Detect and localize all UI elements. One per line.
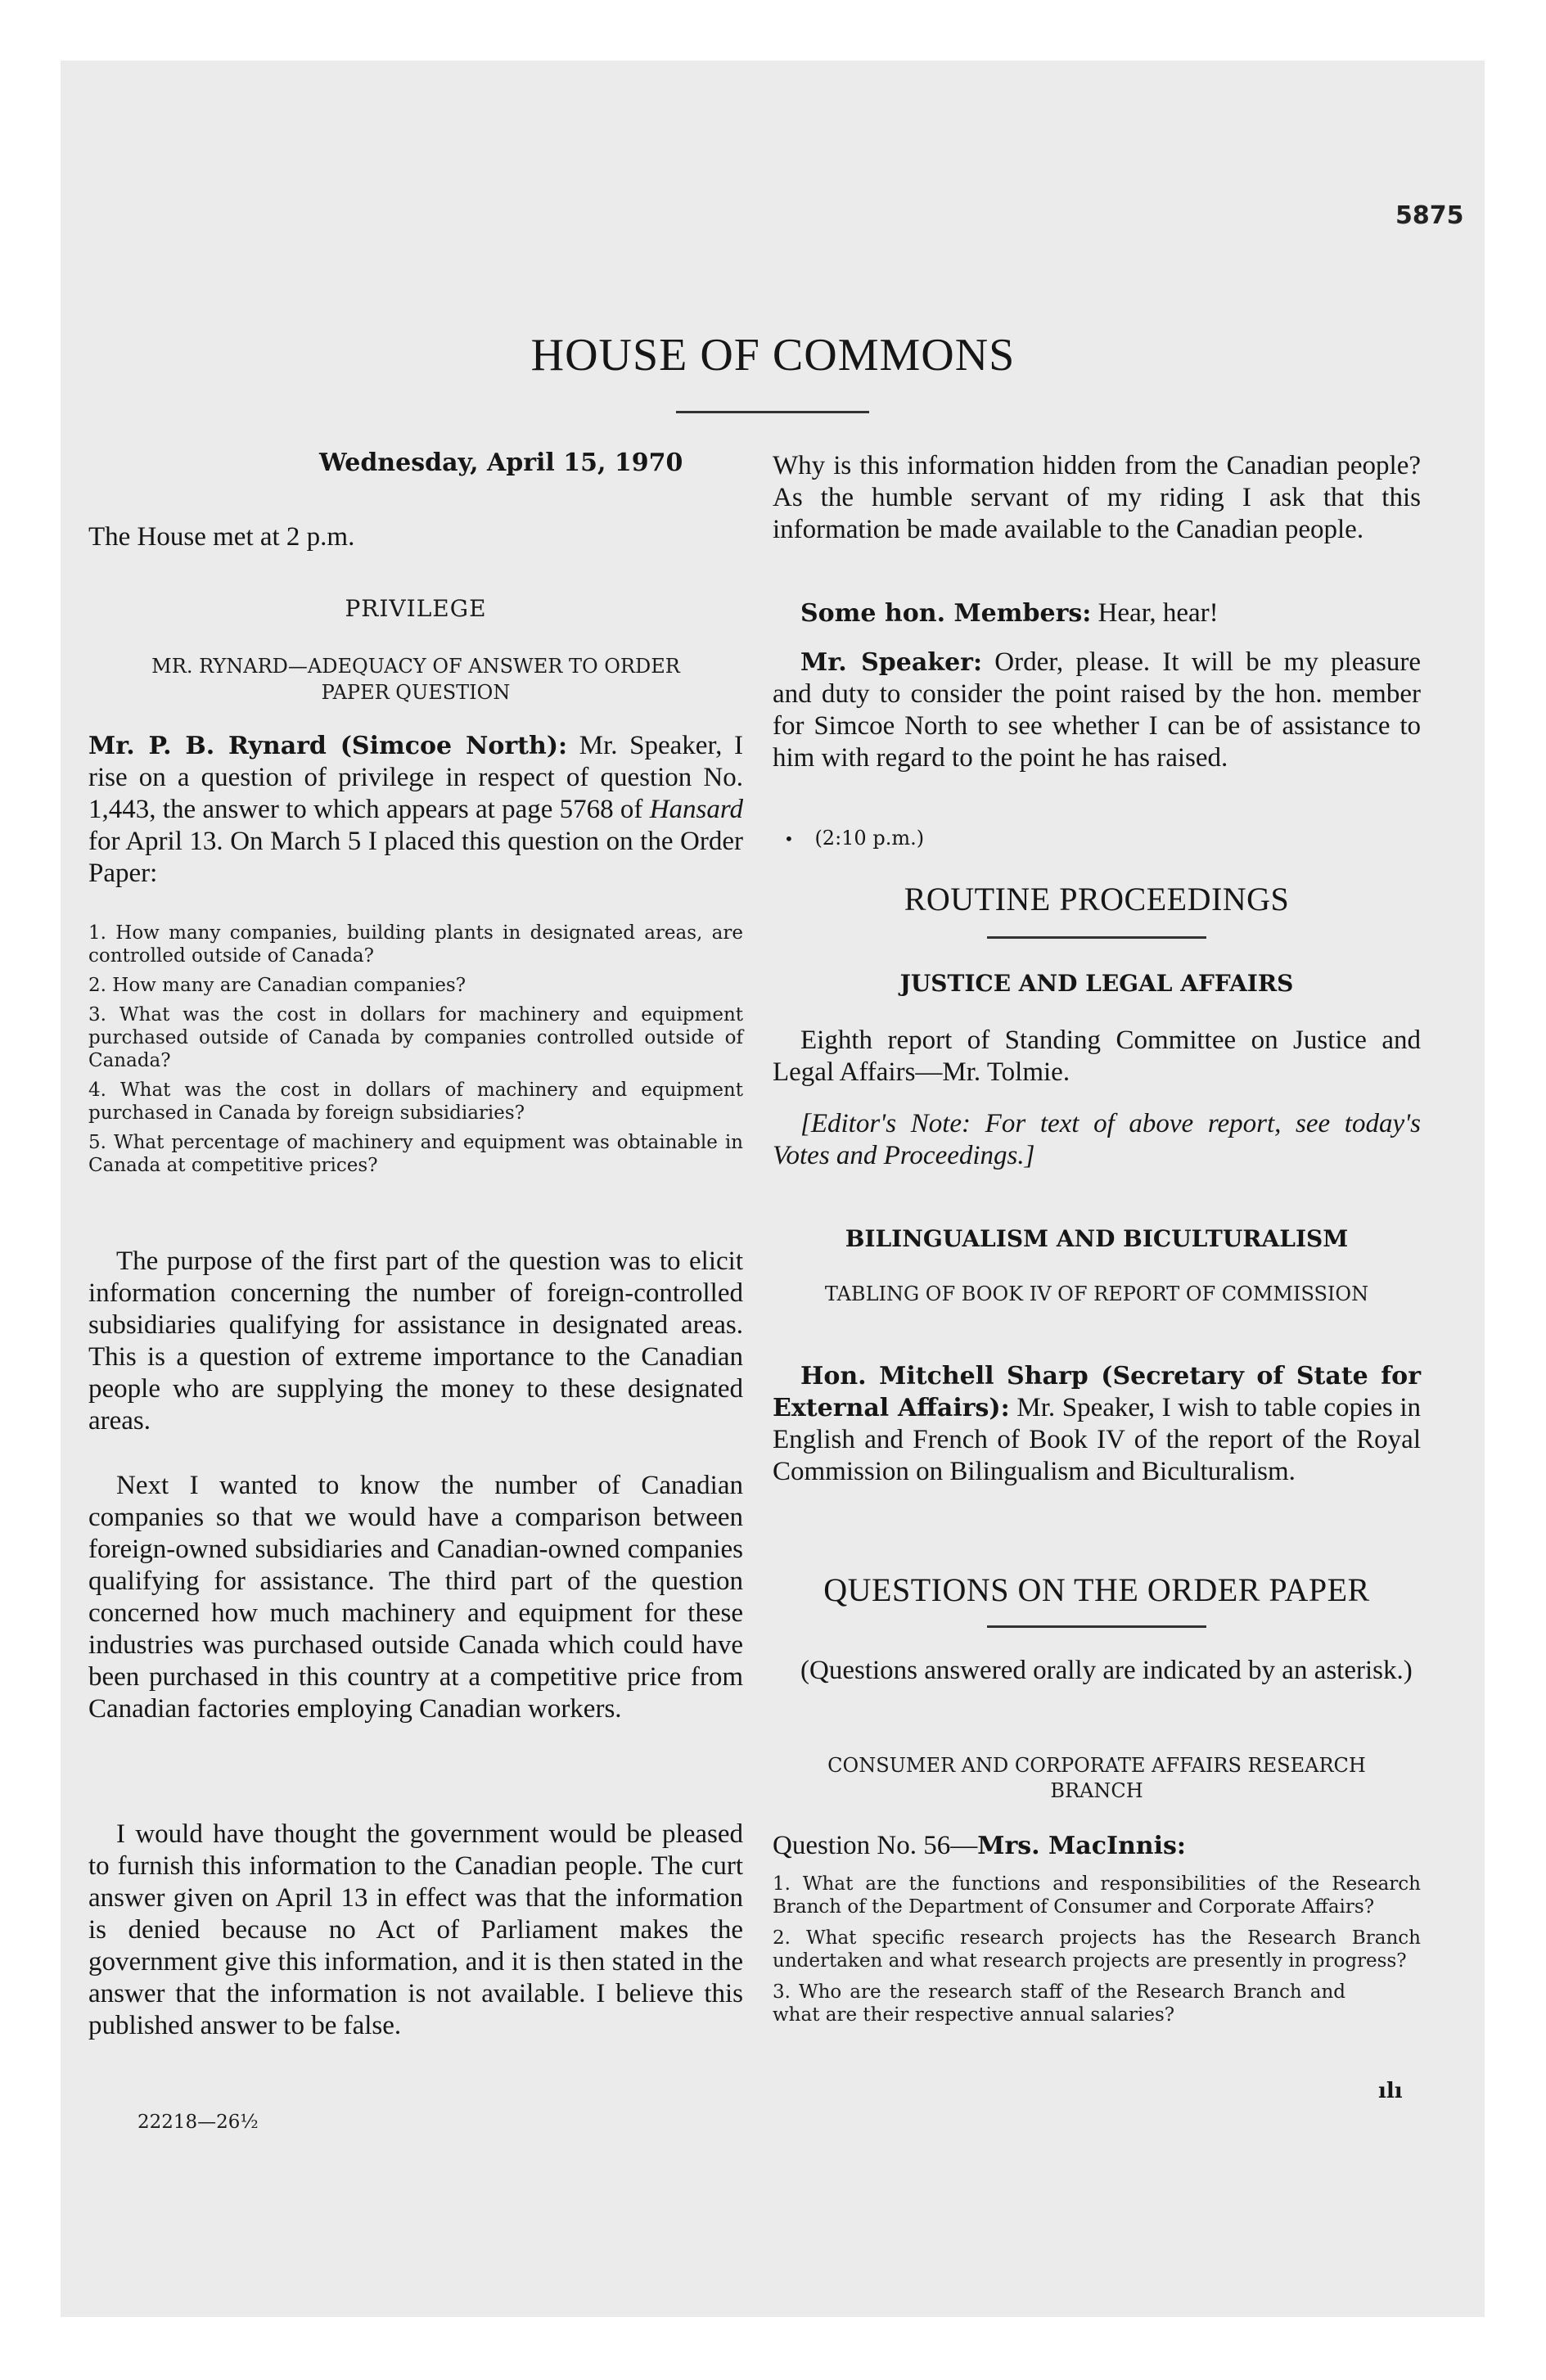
footer-reference: 22218—26½ [137, 2112, 259, 2133]
consumer-subheading: CONSUMER AND CORPORATE AFFAIRS RESEARCH BRANCH [827, 1754, 1366, 1802]
question-item: 3. What was the cost in dollars for machinery and equipment purchased outside of Canada by companies controlled outside of Canada? [88, 1004, 743, 1071]
tabling-subheading: TABLING OF BOOK IV OF REPORT OF COMMISSION [824, 1282, 1369, 1305]
question-item: 2. How many are Canadian companies? [88, 975, 467, 996]
question-number: Question No. 56— [773, 1831, 978, 1860]
q56-items [773, 1873, 1421, 2026]
title-rule [676, 411, 869, 413]
members-response [800, 597, 1421, 629]
bilingualism-heading: BILINGUALISM AND BICULTURALISM [845, 1225, 1349, 1252]
questions-note: (Questions answered orally are indicated by an asterisk.) [800, 1656, 1413, 1685]
speech-text-end: for April 13. On March 5 I placed this question on the Order Paper: [88, 827, 743, 888]
rynard-speech [88, 730, 743, 890]
q56-item: 1. What are the functions and responsibilities of the Research Branch of the Department of Consumer and Corporate Affairs? [773, 1873, 1421, 1918]
paragraph-why: Why is this information hidden from the Canadian people? As the humble servant of my riding I ask that this information be made available to the Canadian people. [773, 451, 1421, 544]
speaker-name-rynard: Mr. P. B. Rynard (Simcoe North): [88, 732, 568, 760]
speaker-name-members: Some hon. Members: [800, 599, 1092, 628]
routine-proceedings-heading: ROUTINE PROCEEDINGS [904, 881, 1290, 917]
paragraph-purpose: The purpose of the first part of the question was to elicit information concerning the number of foreign-controlled subsidiaries qualifying for assistance in designated areas. This is a question of extreme importance to the Canadian people who are supplying the money to these designated areas. [88, 1246, 743, 1436]
questions-heading: QUESTIONS ON THE ORDER PAPER [823, 1571, 1370, 1608]
sharp-text: Mr. Speaker, I wish to table copies in English and French of Book IV of the report of the Royal Commission on Bilingualism and Biculturalism. [773, 1393, 1422, 1486]
question-list [88, 922, 743, 1177]
question-56 [773, 1830, 1421, 1862]
justice-text: Eighth report of Standing Committee on Justice and Legal Affairs—Mr. Tolmie. [773, 1025, 1421, 1087]
speaker-response [773, 647, 1421, 774]
speaker-name-sharp: Hon. Mitchell Sharp (Secretary of State for External Affairs): [773, 1362, 1421, 1422]
questions-rule [987, 1625, 1206, 1628]
rynard-paragraph [88, 730, 743, 890]
editor-note: [Editor's Note: For text of above report, see today's Votes and Proceedings.] [773, 1109, 1421, 1170]
q56-item: 2. What specific research projects has the Research Branch undertaken and what research projects are presently in progress? [773, 1927, 1421, 1972]
question-item: 5. What percentage of machinery and equipment was obtainable in Canada at competitive prices? [88, 1132, 743, 1176]
privilege-subheading: MR. RYNARD—ADEQUACY OF ANSWER TO ORDER PAPER QUESTION [151, 655, 680, 704]
date-heading: Wednesday, April 15, 1970 [319, 449, 683, 477]
q56-item: 3. Who are the research staff of the Research Branch and what are their respective annual salaries? [773, 1981, 1345, 2026]
bullet-icon: • [784, 829, 794, 849]
question-item: 1. How many companies, building plants in designated areas, are controlled outside of Canada? [88, 922, 743, 967]
justice-heading: JUSTICE AND LEGAL AFFAIRS [899, 970, 1294, 997]
corner-mark-icon: ılı [1378, 2079, 1403, 2103]
paragraph-government: I would have thought the government would be pleased to furnish this information to the Canadian people. The curt answer given on April 13 in effect was that the information is denied because no Act of Parliament makes the government give this information, and it is then stated in the answer that the information is not available. I believe this published answer to be false. [88, 1819, 743, 2040]
paragraph-next: Next I wanted to know the number of Canadian companies so that we would have a comparison between foreign-owned subsidiaries and Canadian-owned companies qualifying for assistance. The third part of the question concerned how much machinery and equipment for these industries was purchased outside Canada which could have been purchased in this country at a competitive price from Canadian factories employing Canadian workers. [88, 1471, 743, 1724]
privilege-heading: PRIVILEGE [345, 595, 487, 622]
speaker-text: Order, please. It will be my pleasure and duty to consider the point raised by the hon. member for Simcoe North to see whether I can be of assistance to him with regard to the point he has raised. [773, 647, 1421, 773]
members-text: Hear, hear! [1098, 598, 1219, 628]
time-stamp [784, 827, 924, 850]
question-item: 4. What was the cost in dollars of machinery and equipment purchased in Canada by foreign subsidiaries? [88, 1080, 743, 1124]
hansard-italic: Hansard [649, 795, 743, 824]
house-met-text: The House met at 2 p.m. [88, 522, 355, 552]
speech-text: Mr. Speaker, I rise on a question of privilege in respect of question No. 1,443, the answer to which appears at page 5768 of [88, 731, 744, 824]
routine-rule [987, 936, 1206, 939]
page-title: HOUSE OF COMMONS [530, 330, 1016, 381]
page-number: 5875 [1395, 201, 1464, 230]
time-text: (2:10 p.m.) [814, 827, 925, 850]
sharp-statement [773, 1360, 1421, 1488]
member-name: Mrs. MacInnis: [977, 1832, 1186, 1860]
speaker-name-speaker: Mr. Speaker: [800, 648, 983, 677]
